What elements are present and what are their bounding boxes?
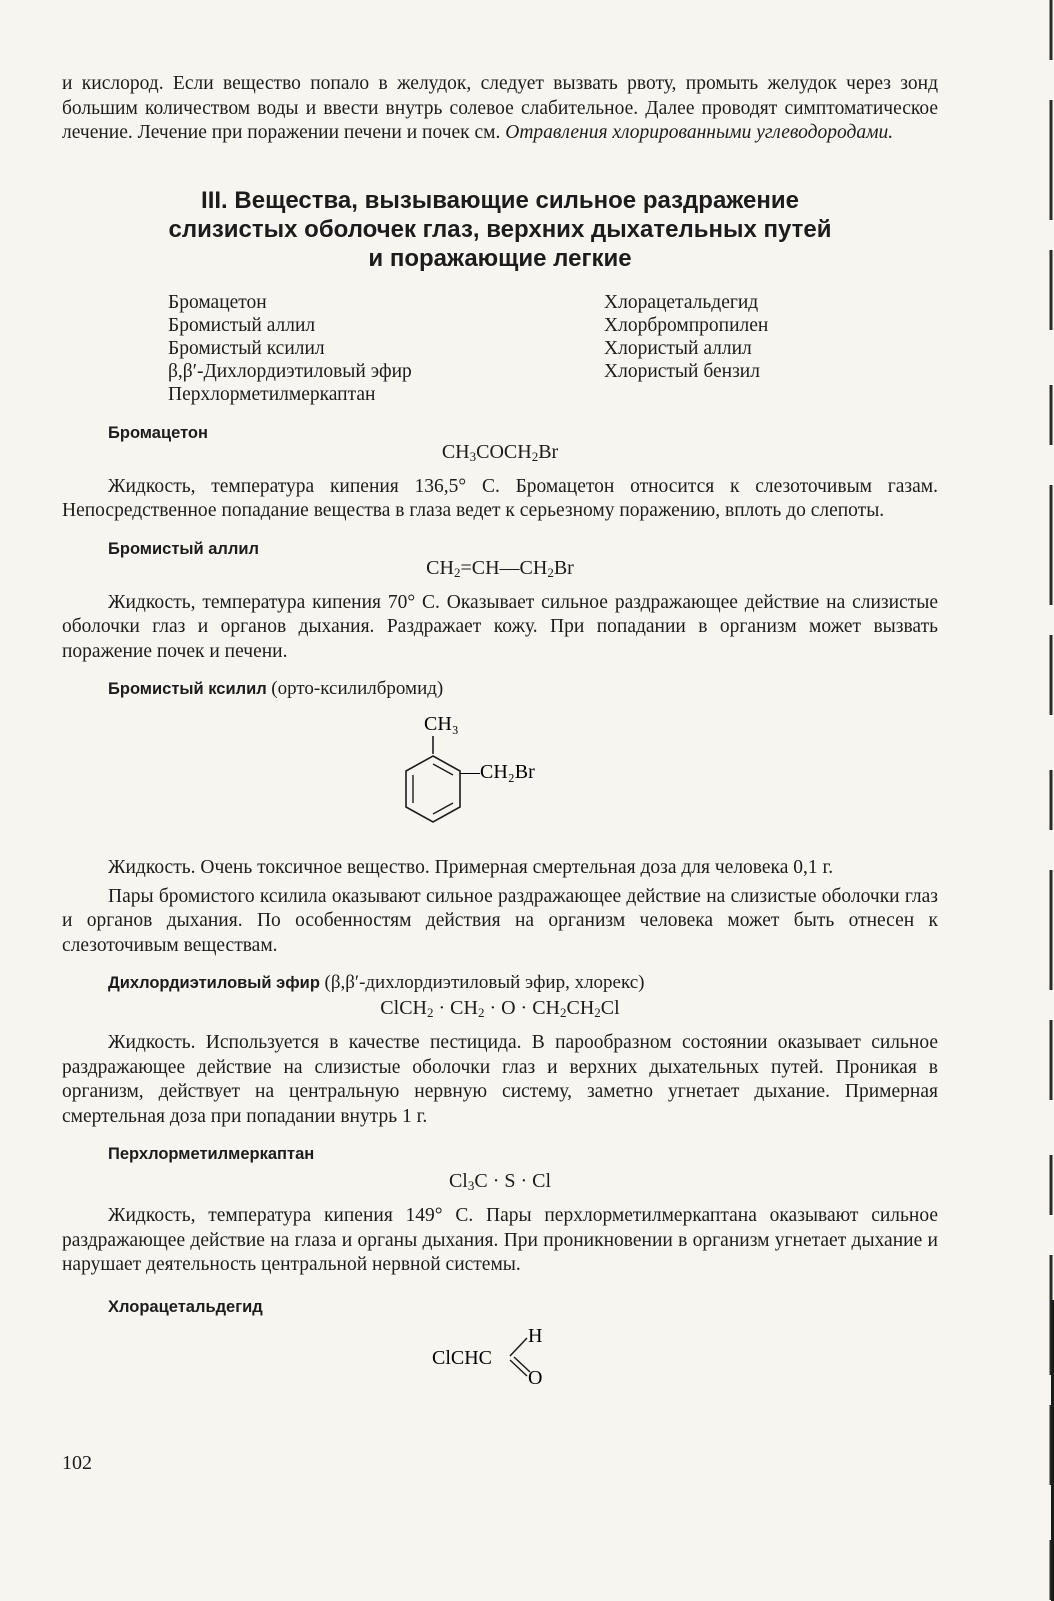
dichloroether-heading: Дихлордиэтиловый эфир (β,β′-дихлордиэтиловый эфир, хлорекс): [108, 972, 645, 993]
list-item: Бромистый ксилил: [168, 337, 325, 359]
structure-label-ch3: CH₃: [424, 713, 459, 735]
list-item: Бромистый аллил: [168, 314, 316, 336]
dichloroether-text: Жидкость. Используется в качестве пестицида. В парообразном состоянии оказывает сильное раздражающее действие на слизистые оболочки глаз и верхних дыхательных путей. Проникая в организм, действует на центральную нервную систему, заметно угнетает дыхание. Примерная смертельная доза при попадании внутрь 1 г.: [62, 1032, 938, 1127]
xylyl-bromide-text2: Пары бромистого ксилила оказывают сильное раздражающее действие на слизистые оболочки глаз и органов дыхания. По особенностям действия на организм человека может быть отнесен к слезоточивым веществам.: [62, 885, 938, 956]
page-edge-shadow: [1040, 0, 1054, 1601]
page-body: [62, 72, 938, 1390]
structure-label-main: ClCHC: [432, 1346, 493, 1369]
page-number: 102: [62, 1452, 92, 1474]
list-item: β,β′-Дихлордиэтиловый эфир: [168, 360, 412, 382]
substance-list: [168, 291, 938, 406]
perchloromethylmercaptan-heading: Перхлорметилмеркаптан: [108, 1145, 315, 1163]
bromacetone-text: Жидкость, температура кипения 136,5° С. Бромацетон относится к слезоточивым газам. Непосредственное попадание вещества в глаза ведет к серьезному поражению, вплоть до слепоты.: [62, 475, 938, 521]
chloroacetaldehyde-structure: [62, 1322, 938, 1388]
allyl-bromide-text: Жидкость, температура кипения 70° С. Оказывает сильное раздражающее действие на слизистые оболочки глаз и органов дыхания. Раздражает кожу. При попадании в организм может вызвать поражение почек и печени.: [62, 591, 938, 662]
perchloromethylmercaptan-formula: $Cl_3C \cdot S \cdot Cl$: [448, 1170, 552, 1193]
bromacetone-formula: $CH_3COCH_2Br$: [441, 440, 559, 464]
list-item: Хлорацетальдегид: [604, 291, 759, 313]
structure-label-h: H: [528, 1324, 543, 1347]
list-item: Бромацетон: [168, 291, 267, 313]
intro-text: и кислород. Если вещество попало в желудок, следует вызвать рвоту, промыть желудок через зонд большим количеством воды и ввести внутрь солевое слабительное. Далее проводят симптоматическое лечение. Лечение при поражении печени и почек см.: [62, 73, 938, 143]
list-item: Хлорбромпропилен: [604, 314, 769, 336]
section-title: III. Вещества, вызывающие сильное раздражение слизистых оболочек глаз, верхних дыхательных путей и поражающие легкие: [168, 186, 832, 272]
xylyl-bromide-heading: Бромистый ксилил (орто-ксилилбромид): [108, 678, 444, 699]
allyl-bromide-formula: $CH_2=CH—CH_2Br$: [426, 556, 574, 580]
list-item: Хлористый бензил: [604, 360, 760, 382]
structure-label-o: O: [528, 1366, 543, 1388]
intro-reference: Отравления хлорированными углеводородами.: [505, 122, 894, 143]
chloroacetaldehyde-heading: Хлорацетальдегид: [108, 1297, 263, 1316]
substance-list-col1: [168, 291, 604, 406]
list-item: Перхлорметилмеркаптан: [168, 383, 376, 405]
dichloroether-formula: ClCH$_2$ · $CH_2 \cdot O \cdot CH_2CH_2Cl$: [380, 997, 620, 1020]
perchloromethylmercaptan-text: Жидкость, температура кипения 149° С. Пары перхлорметилмеркаптана оказывают сильное раздражающее действие на глаза и органы дыхания. При проникновении в организм угнетает дыхание и нарушает деятельность центральной нервной системы.: [62, 1205, 938, 1275]
bromacetone-heading: Бромацетон: [108, 423, 208, 442]
substance-list-col2: [604, 291, 904, 406]
xylyl-bromide-text1: Жидкость. Очень токсичное вещество. Примерная смертельная доза для человека 0,1 г.: [108, 857, 834, 878]
intro-paragraph: [62, 72, 938, 146]
list-item: Хлористый аллил: [604, 337, 752, 359]
xylyl-bromide-structure: [62, 704, 938, 854]
structure-label-ch2br: —CH₂Br: [460, 761, 535, 783]
allyl-bromide-heading: Бромистый аллил: [108, 539, 259, 558]
